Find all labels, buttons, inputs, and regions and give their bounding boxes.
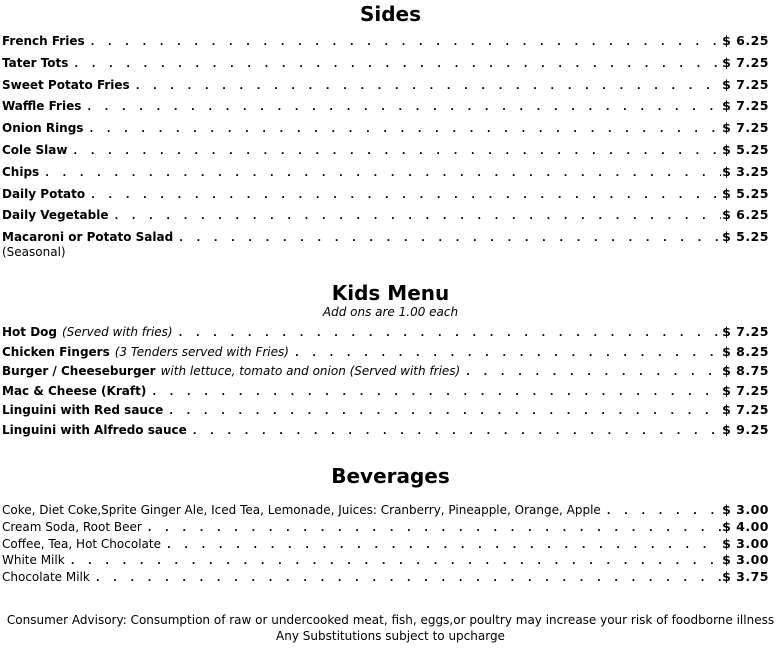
- dot-leader: [607, 506, 721, 517]
- menu-item: [0, 569, 781, 586]
- dot-leader: [193, 426, 721, 437]
- item-price: $ 7.25: [722, 324, 769, 339]
- sides-title: Sides: [359, 2, 422, 26]
- item-name: Cole Slaw: [2, 142, 68, 157]
- dot-leader: [91, 190, 721, 201]
- dot-leader: [169, 406, 721, 417]
- item-name: Coke, Diet Coke,Sprite Ginger Ale, Iced Tea, Lemonade, Juices: Cranberry, Pineapple, Orange, Apple: [2, 503, 601, 517]
- item-name: Linguini with Alfredo sauce: [2, 422, 187, 437]
- item-name: Chips: [2, 164, 40, 179]
- menu-item: [0, 120, 781, 142]
- menu-item: [0, 324, 781, 344]
- dot-leader: [96, 573, 721, 584]
- dot-leader: [152, 387, 721, 398]
- item-name: Onion Rings: [2, 121, 84, 136]
- item-name: Mac & Cheese (Kraft): [2, 383, 147, 398]
- item-price: $ 7.25: [722, 120, 769, 136]
- item-price: $ 3.00: [722, 502, 769, 517]
- dot-leader: [136, 81, 721, 92]
- kids-menu-list: [0, 324, 781, 441]
- item-name: Daily Vegetable: [2, 208, 109, 223]
- item-name: Linguini with Red sauce: [2, 403, 164, 417]
- dot-leader: [148, 523, 721, 534]
- menu-item: [0, 186, 781, 208]
- item-price: $ 3.00: [722, 535, 769, 551]
- kids-menu-subtitle: Add ons are 1.00 each: [322, 305, 459, 319]
- footer: [0, 612, 781, 644]
- seasonal-note: (Seasonal): [2, 245, 66, 260]
- menu-item: [0, 55, 781, 77]
- menu-item: [0, 33, 781, 55]
- item-price: $ 3.00: [722, 552, 769, 568]
- menu-item: [0, 363, 781, 383]
- dot-leader: [89, 124, 721, 135]
- item-name: Cream Soda, Root Beer: [2, 519, 142, 534]
- item-price: $ 3.75: [722, 569, 769, 585]
- item-note: (Served with fries): [62, 325, 173, 339]
- beverages-list: [0, 502, 781, 586]
- item-price: $ 7.25: [722, 54, 769, 70]
- item-note: with lettuce, tomato and onion (Served with fries): [160, 364, 461, 378]
- item-name: French Fries: [2, 34, 85, 48]
- menu-item: [0, 164, 781, 186]
- item-price: $ 8.75: [722, 363, 769, 378]
- menu-item: [0, 422, 781, 442]
- item-name: Daily Potato: [2, 186, 86, 201]
- item-name: Tater Tots: [2, 55, 69, 70]
- dot-leader: [179, 233, 721, 244]
- dot-leader: [91, 37, 722, 48]
- item-name: Sweet Potato Fries: [2, 77, 130, 92]
- item-price: $ 9.25: [722, 421, 769, 437]
- item-name: Chocolate Milk: [2, 570, 90, 585]
- item-price: $ 7.25: [722, 98, 769, 114]
- menu-item: [0, 402, 781, 422]
- menu-item: [0, 502, 781, 519]
- item-note: (3 Tenders served with Fries): [114, 344, 289, 359]
- sides-section: [0, 2, 781, 259]
- item-price: $ 7.25: [722, 76, 769, 92]
- menu-item: [0, 207, 781, 229]
- dot-leader: [114, 211, 721, 222]
- item-price: $ 3.25: [722, 163, 769, 179]
- item-name: White Milk: [2, 553, 65, 568]
- item-price: $ 5.25: [722, 229, 769, 245]
- consumer-advisory: Consumer Advisory: Consumption of raw or undercooked meat, fish, eggs,or poultry may increase your risk of foodborne illness: [6, 613, 775, 627]
- menu-item: [0, 536, 781, 553]
- item-name: Macaroni or Potato Salad: [2, 230, 174, 245]
- menu-item: [0, 552, 781, 569]
- item-name: Hot Dog: [2, 325, 57, 339]
- item-price: $ 7.25: [722, 402, 769, 417]
- menu-item: [0, 98, 781, 120]
- item-price: $ 4.00: [722, 518, 769, 534]
- menu-item: [0, 383, 781, 403]
- item-price: $ 6.25: [722, 33, 769, 48]
- item-price: $ 8.25: [722, 343, 769, 359]
- dot-leader: [71, 556, 721, 567]
- dot-leader: [295, 348, 721, 359]
- dot-leader: [73, 146, 721, 157]
- menu-item: [0, 519, 781, 536]
- menu-item: [0, 229, 781, 245]
- kids-menu-section: [0, 281, 781, 441]
- beverages-section: [0, 464, 781, 586]
- menu-item: [0, 344, 781, 364]
- item-price: $ 5.25: [722, 185, 769, 201]
- menu-item: [0, 142, 781, 164]
- item-price: $ 6.25: [722, 207, 769, 223]
- item-price: $ 5.25: [722, 141, 769, 157]
- dot-leader: [87, 102, 721, 113]
- beverages-title: Beverages: [331, 464, 450, 488]
- item-name: Coffee, Tea, Hot Chocolate: [2, 536, 161, 551]
- item-name: Burger / Cheeseburger: [2, 364, 156, 378]
- item-name: Waffle Fries: [2, 99, 82, 114]
- dot-leader: [466, 367, 721, 378]
- dot-leader: [45, 168, 721, 179]
- dot-leader: [179, 328, 721, 339]
- substitutions-note: Any Substitutions subject to upcharge: [276, 629, 505, 643]
- item-name: Chicken Fingers: [2, 344, 110, 359]
- dot-leader: [74, 59, 721, 70]
- kids-menu-title: Kids Menu: [331, 281, 450, 305]
- item-price: $ 7.25: [722, 382, 769, 398]
- menu-item: [0, 77, 781, 99]
- dot-leader: [167, 540, 721, 551]
- sides-list: [0, 33, 781, 259]
